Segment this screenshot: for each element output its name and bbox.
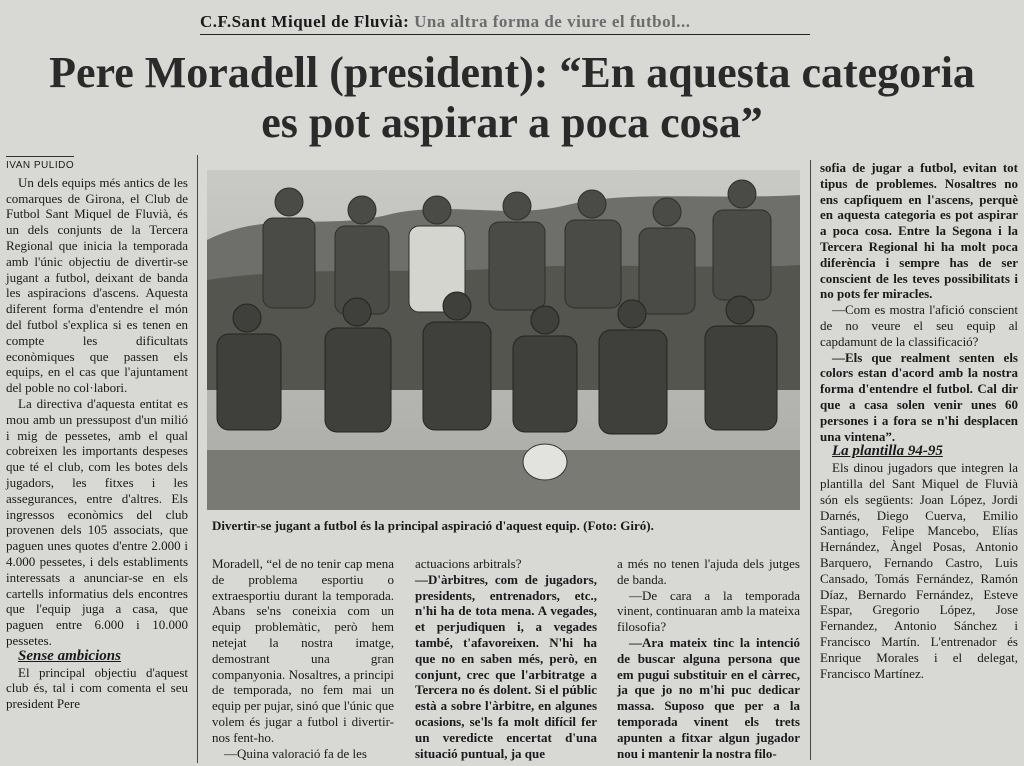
col4-paragraph-3: —Ara mateix tinc la intenció de buscar alguna persona que em pugui substituir en el càrrec, ja que jo no m'hi puc dedicar massa. Suposo que per a la temporada vinent els trets apunten a fitxar algun jugador nou i mantenir la nostra filo- [617,634,800,761]
team-photo [207,170,800,510]
col1-paragraph-3: El principal objectiu d'aquest club és, tal i com comenta el seu president Pere [6,664,188,712]
column-divider [197,155,198,763]
col1-paragraph-2: La directiva d'aquesta entitat es mou amb un pressupost d'un milió i mig de pessetes, amb el qual cobreixen les importants despeses que té el club, com les botes dels jugadors, les fitxes i les assegurances, entre d'altres. Els ingressos econòmics del club provenen dels 105 associats, que paguen unes quotes d'entre 2.000 i 4.000 pessetes, i dels establiments interessats a anunciar-se en els cartells informatius dels encontres que l'equip juga a casa, que paguen entre 6.000 i 10.000 pessetes. [6,395,188,648]
column-4 [617,556,800,761]
col5-answer: —Els que realment senten els colors estan d'acord amb la nostra forma d'entendre el futbol. Cal dir que a casa solen venir unes 60 persones i a fora se n'hi desplacen una vintena”. [820,349,1018,444]
col1-paragraph-1: Un dels equips més antics de les comarques de Girona, el Club de Futbol Sant Miquel de Fluvià, és un dels conjunts de la Tercera Regional que inicia la temporada amb l'únic objectiu de divertir-se jugant a futbol, deixant de banda les aspiracions d'ascens. Aquesta diferent forma d'entendre el món del futbol s'explica si es tenen en compte les dificultats econòmiques que passen els equips, en el cas que l'ajuntament del poble no col·labori. [6,174,188,396]
col5-paragraph-1: sofia de jugar a futbol, evitan tot tipus de problemes. Nosaltres no ens capfiquem en l'ascens, perquè en aquesta categoria es pot aspirar a poca cosa. Entre la Segona i la Tercera Regional hi ha molt poca diferència i sempre has de ser conscient de les teves possibilitats i no pots fer miracles. [820,160,1018,302]
col5-plantilla: Els dinou jugadors que integren la plantilla del Sant Miquel de Fluvià són els següents: Joan López, Jordi Darnés, Diego Cuerva, Emilio Santiago, Felipe Mancebo, Elías Hernández, Àngel Posas, Antonio Barquero, Fernando Castro, Luis Cansado, Tomás Fernández, Ramón Díaz, Bernardo Fernández, Esteve Espar, Gregorio López, Jose Fernandez, Antonio Sánchez i Francisco Martín. L'entrenador és Enrique Morales i el delegat, Francisco Martínez. [820,460,1018,681]
col4-paragraph-2: —De cara a la temporada vinent, continuaran amb la mateixa filosofia? [617,587,801,635]
kicker-tagline: Una altra forma de viure el futbol... [414,12,691,31]
headline [0,48,1024,148]
subhead-plantilla: La plantilla 94-95 [832,443,943,460]
subhead-sense-ambicions: Sense ambicions [18,647,121,664]
col2-paragraph-1: Moradell, “el de no tenir cap mena de problema esportiu o extraesportiu durant la temporada. Abans se'ns coneixia com un equip problemàtic, però hem netejat la nostra imatge, demostrant una gran companyonia. Nosaltres, a principi de temporada, no fem mai un equip per pujar, sinó que l'únic que volem és jugar a futbol i divertir-nos fent-ho. [212,556,394,745]
kicker [200,12,810,35]
col2-paragraph-2: —Quina valoració fa de les [224,745,367,761]
column-3 [415,556,597,761]
byline: IVAN PULIDO [6,156,74,174]
col3-paragraph-2: —D'àrbitres, com de jugadors, presidents, entrenadors, etc., n'hi ha de tota mena. A vegades, et perjudiquen i, a vegades també, t'afavoreixen. N'hi ha que no en saben més, però, en conjunt, crec que l'arbitratge a Tercera no és dolent. Si el públic està a sobre l'àrbitre, en algunes ocasions, se'ls fa molt difícil fer un veredicte encertat d'una situació puntual, ja que [415,571,597,761]
col4-paragraph-1: a més no tenen l'ajuda dels jutges de banda. [617,556,800,587]
column-5 [820,160,1018,681]
headline-line-2: es pot aspirar a poca cosa” [261,98,763,147]
kicker-team: C.F.Sant Miquel de Fluvià: [200,12,410,31]
col3-paragraph-1: actuacions arbitrals? [415,556,522,571]
photo-caption: Divertir-se jugant a futbol és la principal aspiració d'aquest equip. (Foto: Giró). [212,518,654,533]
team-photo-image [207,170,800,510]
column-1 [6,156,188,712]
column-2 [212,556,394,761]
column-divider-right [810,160,811,760]
headline-line-1: Pere Moradell (president): “En aquesta categoria [49,48,975,97]
col5-question: —Com es mostra l'afició conscient de no veure el seu equip al capdamunt de la classificació? [820,302,1018,349]
